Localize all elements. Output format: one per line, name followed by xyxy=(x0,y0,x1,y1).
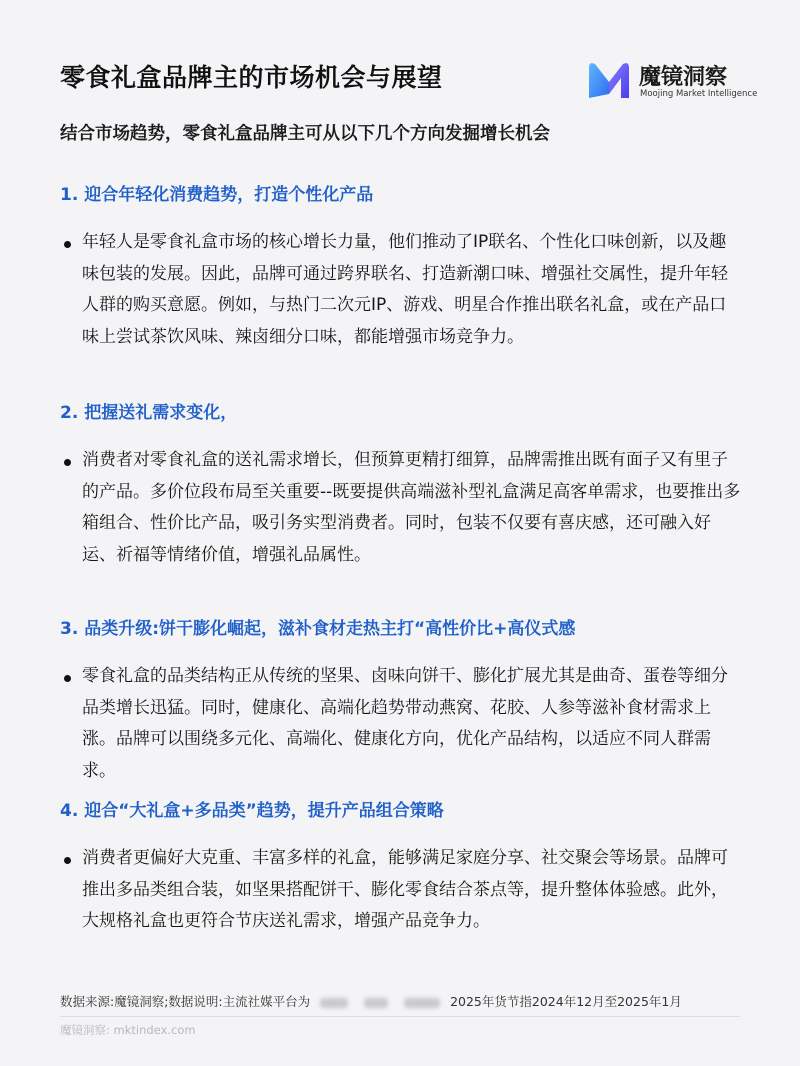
section-title: 3. 品类升级:饼干膨化崛起，滋补食材走热主打“高性价比+高仪式感 xyxy=(60,619,576,639)
list-item xyxy=(60,843,740,938)
redacted-block xyxy=(404,998,440,1008)
data-source-note xyxy=(60,992,682,1010)
bullet-dot-icon xyxy=(64,857,71,864)
section-title: 4. 迎合“大礼盒+多品类”趋势，提升产品组合策略 xyxy=(60,801,444,821)
bullet-dot-icon xyxy=(64,675,71,682)
watermark: 魔镜洞察: mktindex.com xyxy=(60,1023,196,1037)
section-paragraph: 年轻人是零食礼盒市场的核心增长力量，他们推动了IP联名、个性化口味创新，以及趣味包装的发展。因此，品牌可通过跨界联名、打造新潮口味、增强社交属性，提升年轻人群的购买意愿。例如，与热门二次元IP、游戏、明星合作推出联名礼盒，或在产品口味上尝试茶饮风味、辣卤细分口味，都能增强市场竞争力。 xyxy=(82,232,728,347)
section-2 xyxy=(60,398,740,571)
list-item xyxy=(60,445,740,571)
section-4 xyxy=(60,796,740,938)
section-3 xyxy=(60,614,740,787)
list-item xyxy=(60,661,740,787)
page-title: 零食礼盒品牌主的市场机会与展望 xyxy=(60,63,443,92)
redacted-block xyxy=(320,998,348,1008)
bullet-dot-icon xyxy=(64,241,71,248)
list-item xyxy=(60,227,740,353)
section-paragraph: 消费者对零食礼盒的送礼需求增长，但预算更精打细算，品牌需推出既有面子又有里子的产品。多价位段布局至关重要--既要提供高端滋补型礼盒满足高客单需求，也要推出多箱组合、性价比产品，吸引务实型消费者。同时，包装不仅要有喜庆感，还可融入好运、祈福等情绪价值，增强礼品属性。 xyxy=(82,450,741,565)
section-title: 1. 迎合年轻化消费趋势，打造个性化产品 xyxy=(60,185,374,205)
section-1 xyxy=(60,180,740,353)
moojing-m-logo-icon xyxy=(585,58,633,102)
source-suffix: 2025年货节指2024年12月至2025年1月 xyxy=(450,994,682,1009)
logo-tagline: Moojing Market Intelligence xyxy=(640,89,758,99)
redacted-block xyxy=(364,998,388,1008)
brand-logo xyxy=(585,58,758,106)
section-title: 2. 把握送礼需求变化， xyxy=(60,403,238,423)
logo-name: 魔镜洞察 xyxy=(639,65,728,90)
source-prefix: 数据来源:魔镜洞察;数据说明:主流社媒平台为 xyxy=(60,994,311,1009)
bullet-dot-icon xyxy=(64,459,71,466)
page-subtitle: 结合市场趋势，零食礼盒品牌主可从以下几个方向发掘增长机会 xyxy=(60,124,550,144)
footer-divider xyxy=(60,1016,740,1017)
section-paragraph: 消费者更偏好大克重、丰富多样的礼盒，能够满足家庭分享、社交聚会等场景。品牌可推出多品类组合装，如坚果搭配饼干、膨化零食结合茶点等，提升整体体验感。此外，大规格礼盒也更符合节庆送礼需求，增强产品竞争力。 xyxy=(82,848,728,931)
section-paragraph: 零食礼盒的品类结构正从传统的坚果、卤味向饼干、膨化扩展尤其是曲奇、蛋卷等细分品类增长迅猛。同时，健康化、高端化趋势带动燕窝、花胶、人参等滋补食材需求上涨。品牌可以围绕多元化、高端化、健康化方向，优化产品结构，以适应不同人群需求。 xyxy=(82,666,728,781)
